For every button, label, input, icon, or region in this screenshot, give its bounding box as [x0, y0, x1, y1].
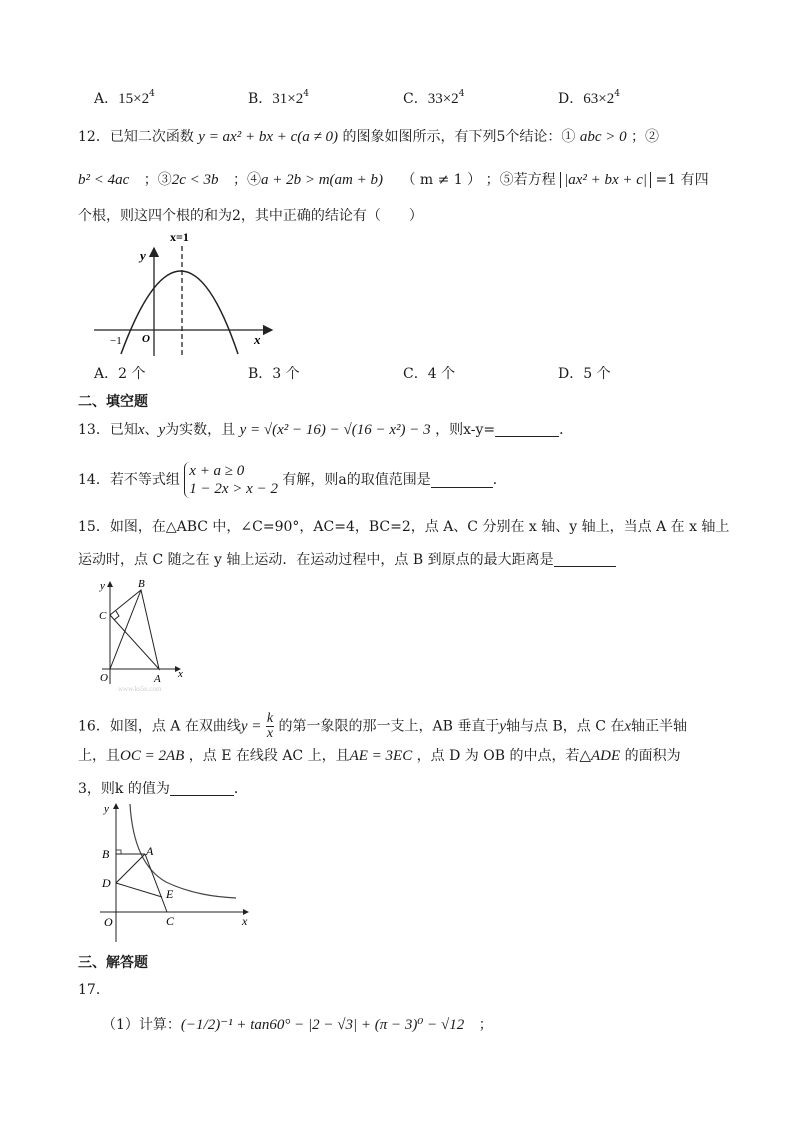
q14-line: [78, 462, 507, 498]
q13-suffix: ，则x-y=: [435, 422, 496, 438]
option-letter: D．: [558, 91, 584, 107]
o-label: O: [100, 672, 108, 684]
q12-marker-5: ；⑤若方程: [485, 172, 556, 188]
q13-line: [78, 420, 573, 440]
q13-mid: 为实数，且: [165, 422, 236, 438]
q12-line2: [78, 170, 709, 190]
section-fill-in-title: 二、填空题: [78, 394, 148, 410]
q16-y-axis-var: y: [499, 718, 507, 735]
c-label: C: [99, 610, 107, 622]
q16-fraction: [266, 712, 274, 741]
q16-mid2: 轴与点 B，点 C 在: [506, 718, 625, 735]
q14-answer-blank[interactable]: [431, 473, 493, 488]
q16-hyperbola-figure: [96, 798, 256, 944]
c-label: C: [166, 914, 175, 928]
q12-condition: （ m ≠ 1 ）: [401, 172, 482, 188]
q13-prefix: 13．已知: [78, 422, 138, 438]
q13-separator: 、: [144, 422, 159, 438]
q12-intro: 的图象如图所示，有下列5个结论：①: [342, 129, 576, 145]
q12-conclusion-4: a + 2b > m(am + b): [260, 172, 383, 188]
q16-oc-relation: OC = 2AB: [120, 748, 185, 764]
q16-end1: 轴正半轴: [631, 718, 688, 735]
q12-abs-equation: |ax² + bx + c|: [560, 172, 651, 188]
q16-mid1: 的第一象限的那一支上，AB 垂直于: [278, 718, 500, 735]
y-label: y: [140, 248, 146, 263]
q15-line2-text: 运动时，点 C 随之在 y 轴上运动．在运动过程中，点 B 到原点的最大距离是: [78, 552, 554, 568]
q16-l2-c: ，点 D 为 OB 的中点，若: [416, 748, 580, 764]
q16-denominator: x: [266, 726, 274, 741]
q11-option-a: [94, 88, 155, 108]
q12-conclusion-3: 2c < 3b: [171, 172, 219, 188]
q16-line1: [78, 712, 687, 741]
q16-prefix: 16．如图，点 A 在双曲线: [78, 718, 241, 735]
q12-conclusion-1: abc > 0: [579, 129, 627, 145]
q15-line2: [78, 550, 616, 570]
option-exponent: 4: [614, 89, 620, 99]
q17-expression: (−1/2)⁻¹ + tan60° − |2 − √3| + (π − 3)⁰ − √12: [180, 1017, 465, 1033]
section-answer-title: 三、解答题: [78, 955, 148, 971]
q12-marker-2: ；②: [631, 129, 660, 145]
q14-system: [184, 462, 278, 498]
symmetry-label: x=1: [170, 230, 189, 244]
q16-line3: [78, 779, 248, 799]
q12-option-a: A．2 个: [94, 366, 146, 382]
q12-line3: 个根，则这四个根的和为2，其中正确的结论有（ ）: [78, 208, 423, 224]
option-letter: B．: [248, 91, 273, 107]
q14-end: ．: [492, 472, 507, 488]
q16-l3-a: 3，则k 的值为: [78, 781, 170, 797]
q12-option-d: D．5 个: [558, 366, 611, 382]
q16-x-axis-var: x: [624, 718, 632, 735]
q12-tail: =1 有四: [655, 172, 709, 188]
q16-l2-d: 的面积为: [624, 748, 681, 764]
q17-end: ；: [478, 1017, 493, 1033]
segment-ac: [145, 854, 167, 912]
q14-suffix: 有解，则a的取值范围是: [282, 472, 431, 488]
q14-prefix: 14．若不等式组: [78, 472, 180, 488]
segment-ob: [110, 590, 141, 669]
d-label: D: [102, 876, 111, 890]
y-label: y: [100, 580, 105, 592]
q13-expression: y = √(x² − 16) − √(16 − x²) − 3: [239, 422, 431, 438]
q16-numerator: k: [266, 711, 274, 726]
q13-end: ．: [559, 422, 574, 438]
option-letter: A．: [94, 91, 119, 107]
q12-prefix: 12．已知二次函数: [78, 129, 194, 145]
a-label: A: [154, 673, 161, 685]
q14-inequality-1: x + a ≥ 0: [189, 463, 245, 479]
right-angle-mark: [114, 611, 119, 620]
q16-end: ．: [233, 781, 248, 797]
right-angle-mark: [116, 850, 121, 854]
q16-ae-relation: AE = 3EC: [349, 748, 413, 764]
q13-var-x: x: [137, 422, 145, 438]
triangle-abc: [110, 590, 159, 669]
option-exponent: 4: [303, 89, 309, 99]
q12-option-b: B．3 个: [248, 366, 300, 382]
e-label: E: [166, 887, 174, 901]
q11-option-b: [248, 88, 309, 108]
option-exponent: 4: [458, 89, 465, 99]
q12-marker-3: ；③: [143, 172, 172, 188]
q15-triangle-figure: [92, 576, 192, 694]
x-label: x: [242, 914, 248, 928]
q12-line1: [78, 127, 659, 147]
q11-option-c: [403, 88, 464, 108]
q16-triangle: △ADE: [579, 748, 621, 764]
origin-label: O: [142, 333, 150, 345]
q17-part-label: （1）计算：: [102, 1017, 181, 1033]
x-label: x: [254, 332, 261, 347]
option-expression: 63×2: [583, 91, 615, 107]
option-expression: 15×2: [118, 91, 150, 107]
q16-y-equals: y =: [240, 718, 262, 735]
b-label: B: [138, 578, 145, 590]
q13-var-y: y: [158, 422, 166, 438]
y-label: y: [104, 803, 109, 815]
q16-l2-b: ，点 E 在线段 AC 上，且: [188, 748, 350, 764]
watermark: www.ks5u.com: [118, 685, 162, 693]
q11-option-d: [558, 88, 620, 108]
q15-answer-blank[interactable]: [554, 552, 616, 567]
x-label: x: [178, 668, 183, 680]
q16-l2-a: 上，且: [78, 748, 120, 764]
q12-parabola-graph: [88, 228, 288, 360]
q13-answer-blank[interactable]: [495, 422, 559, 437]
q15-line1: 15．如图，在△ABC 中，∠C=90°，AC=4，BC=2，点 A、C 分别在 x 轴、y 轴上，当点 A 在 x 轴上: [78, 519, 730, 535]
q12-conclusion-2: b² < 4ac: [78, 172, 130, 188]
o-label: O: [104, 915, 113, 929]
segment-de: [116, 883, 162, 897]
option-exponent: 4: [149, 89, 155, 99]
q16-line2: [78, 746, 681, 766]
q17-part1: [102, 1015, 493, 1035]
neg-one-label: −1: [110, 335, 122, 347]
q14-inequality-2: 1 − 2x > x − 2: [189, 481, 278, 497]
a-label: A: [146, 844, 154, 858]
option-expression: 33×2: [427, 91, 459, 107]
q12-option-c: C．4 个: [403, 366, 456, 382]
option-expression: 31×2: [272, 91, 304, 107]
q12-marker-4: ；④: [232, 172, 261, 188]
q12-function: y = ax² + bx + c(a ≠ 0): [198, 129, 338, 145]
option-letter: C．: [403, 91, 428, 107]
b-label: B: [102, 847, 110, 861]
q16-answer-blank[interactable]: [170, 781, 234, 796]
q17-number: 17．: [78, 982, 110, 998]
segment-da: [116, 854, 145, 883]
parabola-curve: [121, 271, 238, 354]
